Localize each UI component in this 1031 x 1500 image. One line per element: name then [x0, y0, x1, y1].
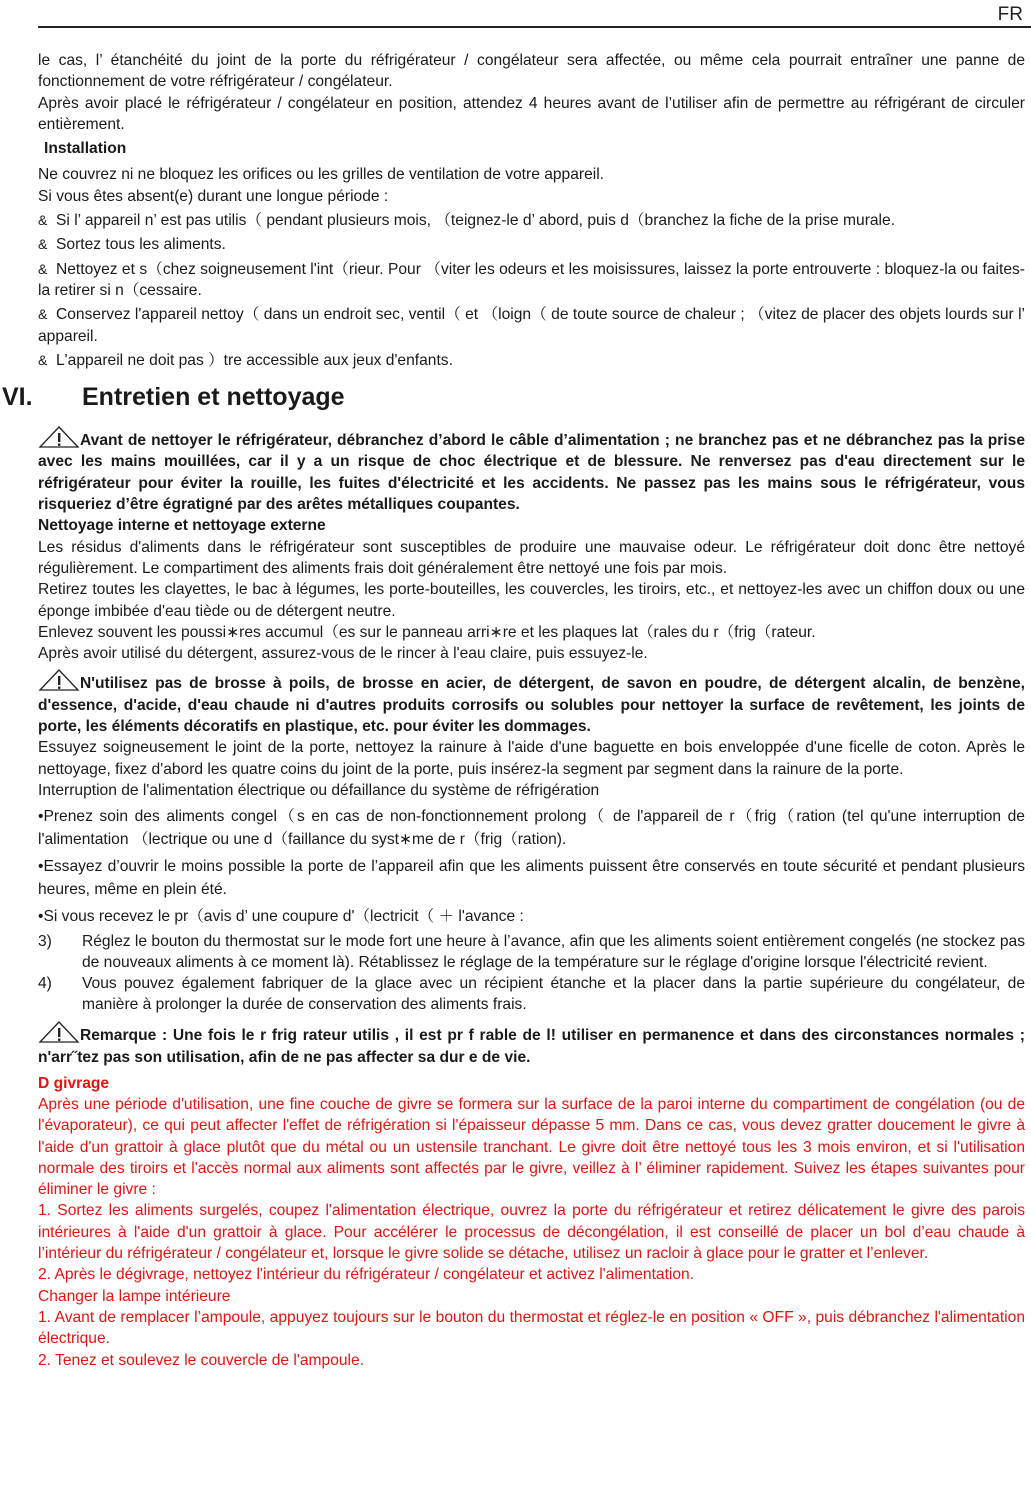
section-number: VI.	[2, 383, 33, 412]
defrost-step-1: 1. Sortez les aliments surgelés, coupez l'alimentation électrique, ouvrez la porte du réfrigérateur et retirez délicatement le givre des parois intérieures à l'aide d'un grattoir à glace. Pour accélérer le processus de décongélation, il est conseillé de placer un bol d’eau chaude à l’intérieur du réfrigérateur / congélateur et, lorsque le givre solide se détache, utilisez un racloir à glace pour le gratter et l’enlever.	[38, 1202, 1025, 1263]
step-text: Vous pouvez également fabriquer de la glace avec un récipient étanche et la placer dans la partie supérieure du congélateur, de manière à prolonger la durée de conservation des aliments frais.	[82, 975, 1025, 1014]
list-item	[38, 973, 1025, 1016]
list-item	[38, 259, 1025, 302]
warning-paragraph-2	[38, 669, 1025, 737]
list-item	[38, 210, 1025, 231]
installation-line-2: Si vous êtes absent(e) durant une longue période :	[38, 187, 389, 205]
defrost-step-2: 2. Après le dégivrage, nettoyez l'intérieur du réfrigérateur / congélateur et activez l'alimentation.	[38, 1266, 695, 1284]
list-item-text: Conservez l'appareil nettoy（ dans un endroit sec, ventil（ et （loign（ de toute source de chaleur ; （vitez de placer des objets lourds sur l’ appareil.	[38, 306, 1025, 345]
list-item: •Prenez soin des aliments congel（s en cas de non-fonctionnement prolong（ de l'appareil de r（frig（ration (tel qu'une interruption de l'alimentation （lectrique ou une d（faillance du syst∗me de r（frig（ration).	[38, 808, 1025, 848]
installation-line-1: Ne couvrez ni ne bloquez les orifices ou les grilles de ventilation de votre appareil.	[38, 166, 605, 184]
step-number: 3)	[38, 932, 52, 950]
section-heading	[2, 383, 1025, 412]
remark-paragraph	[38, 1021, 1025, 1070]
list-item-text: Sortez tous les aliments.	[56, 236, 226, 254]
remark-text: Remarque : Une fois le r frig rateur utilis , il est pr f rable de l! utiliser en permanence et dans des circonstances normales ; n'arr˝tez pas son utilisation, afin de ne pas affecter sa dur e de vie.	[38, 1026, 1025, 1067]
cleaning-paragraph-4: Après avoir utilisé du détergent, assurez-vous de le rincer à l'eau claire, puis essuyez-le.	[38, 645, 648, 663]
cleaning-paragraph-1: Les résidus d'aliments dans le réfrigérateur sont susceptibles de produire une mauvaise odeur. Le réfrigérateur doit donc être nettoyé régulièrement. Le compartiment des aliments frais doit généralement être nettoyé une fois par mois.	[38, 538, 1025, 577]
language-tag: FR	[997, 4, 1023, 25]
warning-triangle-icon	[38, 426, 80, 448]
lamp-heading: Changer la lampe intérieure	[38, 1287, 231, 1305]
bullet-mark: &	[38, 212, 48, 229]
defrost-paragraph: Après une période d'utilisation, une fine couche de givre se formera sur la surface de la paroi interne du compartiment de congélation (ou de l'évaporateur), ce qui peut affecter l'effet de réfrigération si l'épaisseur dépasse 5 mm. Dans ce cas, vous devez gratter doucement le givre à l'aide d'un grattoir à glace plutôt que du métal ou un ustensile tranchant. Le givre doit être nettoyé tous les 3 mois environ, et si l'utilisation normale des tiroirs et l'accès normal aux aliments sont affectés par le givre, veillez à l’ éliminer rapidement. Suivez les étapes suivantes pour éliminer le givre :	[38, 1095, 1025, 1199]
door-seal-paragraph: Essuyez soigneusement le joint de la porte, nettoyez la rainure à l'aide d'une baguette en bois enveloppée d'une ficelle de coton. Après le nettoyage, fixez d'abord les quatre coins du joint de la porte, puis insérez-la segment par segment dans la rainure de la porte.	[38, 739, 1025, 778]
step-number: 4)	[38, 975, 52, 993]
lamp-step-1: 1. Avant de remplacer l’ampoule, appuyez toujours sur le bouton du thermostat et réglez-le en position « OFF », puis débranchez l'alimentation électrique.	[38, 1308, 1025, 1348]
warning-triangle-icon	[38, 1021, 80, 1043]
defrost-heading: D givrage	[38, 1074, 110, 1092]
list-item-text: Si l’ appareil n’ est pas utilis（ pendant plusieurs mois, （teignez-le d’ abord, puis d（branchez la fiche de la prise murale.	[56, 212, 896, 230]
interruption-list	[38, 806, 1025, 927]
warning-text: N'utilisez pas de brosse à poils, de brosse en acier, de détergent, de savon en poudre, de détergent alcalin, de benzène, d'essence, d'acide, d'eau chaude ni d'autres produits corrosifs ou solubles pour nettoyer la surface de revêtement, les joints de porte, les éléments décoratifs en plastique, etc. pour éviter les dommages.	[38, 675, 1025, 736]
cleaning-paragraph-3: Enlevez souvent les poussi∗res accumul（es sur le panneau arri∗re et les plaques lat（rales du r（frig（rateur.	[38, 623, 816, 641]
bullet-mark: &	[38, 236, 48, 253]
list-item	[38, 931, 1025, 974]
bullet-mark: &	[38, 260, 48, 277]
list-item	[38, 234, 1025, 255]
step-text: Réglez le bouton du thermostat sur le mode fort une heure à l’avance, afin que les aliments soient entièrement congelés (ne stockez pas de nouveaux aliments à ce moment là). Rétablissez le réglage de la température sur le réglage d'origine lorsque l'électricité revient.	[82, 932, 1025, 971]
intro-paragraph-1: le cas, l’ étanchéité du joint de la porte du réfrigérateur / congélateur sera affectée, ou même cela pourrait entraîner une panne de fonctionnement de votre réfrigérateur / congélateur.	[38, 52, 1025, 91]
interruption-heading: Interruption de l'alimentation électrique ou défaillance du système de réfrigération	[38, 781, 600, 799]
warning-triangle-icon	[38, 669, 80, 691]
header-rule	[38, 26, 1031, 28]
cleaning-paragraph-2: Retirez toutes les clayettes, le bac à légumes, les porte-bouteilles, les couvercles, les tiroirs, etc., et nettoyez-les avec un chiffon doux ou une éponge imbibée d'eau tiède ou de détergent neutre.	[38, 581, 1025, 620]
list-item-text: L'appareil ne doit pas ）tre accessible aux jeux d'enfants.	[56, 351, 453, 369]
lamp-step-2: 2. Tenez et soulevez le couvercle de l'ampoule.	[38, 1351, 365, 1369]
list-item-text: Nettoyez et s（chez soigneusement l'int（rieur. Pour （viter les odeurs et les moisissures, laissez la porte entrouverte : bloquez-la ou faites-la retirer si n（cessaire.	[38, 260, 1025, 299]
list-item	[38, 350, 1025, 371]
list-item: •Si vous recevez le pr（avis d’ une coupure d'（lectricit（ ＋ l'avance :	[38, 908, 524, 926]
warning-text: Avant de nettoyer le réfrigérateur, débranchez d’abord le câble d’alimentation ; ne branchez pas et ne débranchez pas la prise avec les mains mouillées, car il y a un risque de choc électrique et de blessure. Ne renversez pas d'eau directement sur le réfrigérateur pour éviter la rouille, les fuites d'électricité et les accidents. Ne passez pas les mains sous le réfrigérateur, vous risqueriez d’être égratigné par des arêtes métalliques coupantes.	[38, 432, 1025, 514]
manual-page-content	[2, 50, 1025, 1371]
bullet-mark: &	[38, 351, 48, 368]
installation-heading: Installation	[44, 140, 127, 158]
numbered-steps	[38, 931, 1025, 1016]
list-item: •Essayez d’ouvrir le moins possible la porte de l’appareil afin que les aliments puissent être conservés en toute sécurité et pendant plusieurs heures, même en plein été.	[38, 858, 1025, 898]
bullet-mark: &	[38, 306, 48, 323]
section-title: Entretien et nettoyage	[82, 383, 345, 412]
warning-paragraph-1	[38, 426, 1025, 515]
intro-paragraph-2: Après avoir placé le réfrigérateur / congélateur en position, attendez 4 heures avant de l’utiliser afin de permettre au réfrigérant de circuler entièrement.	[38, 94, 1025, 133]
installation-bullet-list	[38, 210, 1025, 371]
list-item	[38, 304, 1025, 347]
cleaning-subheading: Nettoyage interne et nettoyage externe	[38, 517, 326, 535]
